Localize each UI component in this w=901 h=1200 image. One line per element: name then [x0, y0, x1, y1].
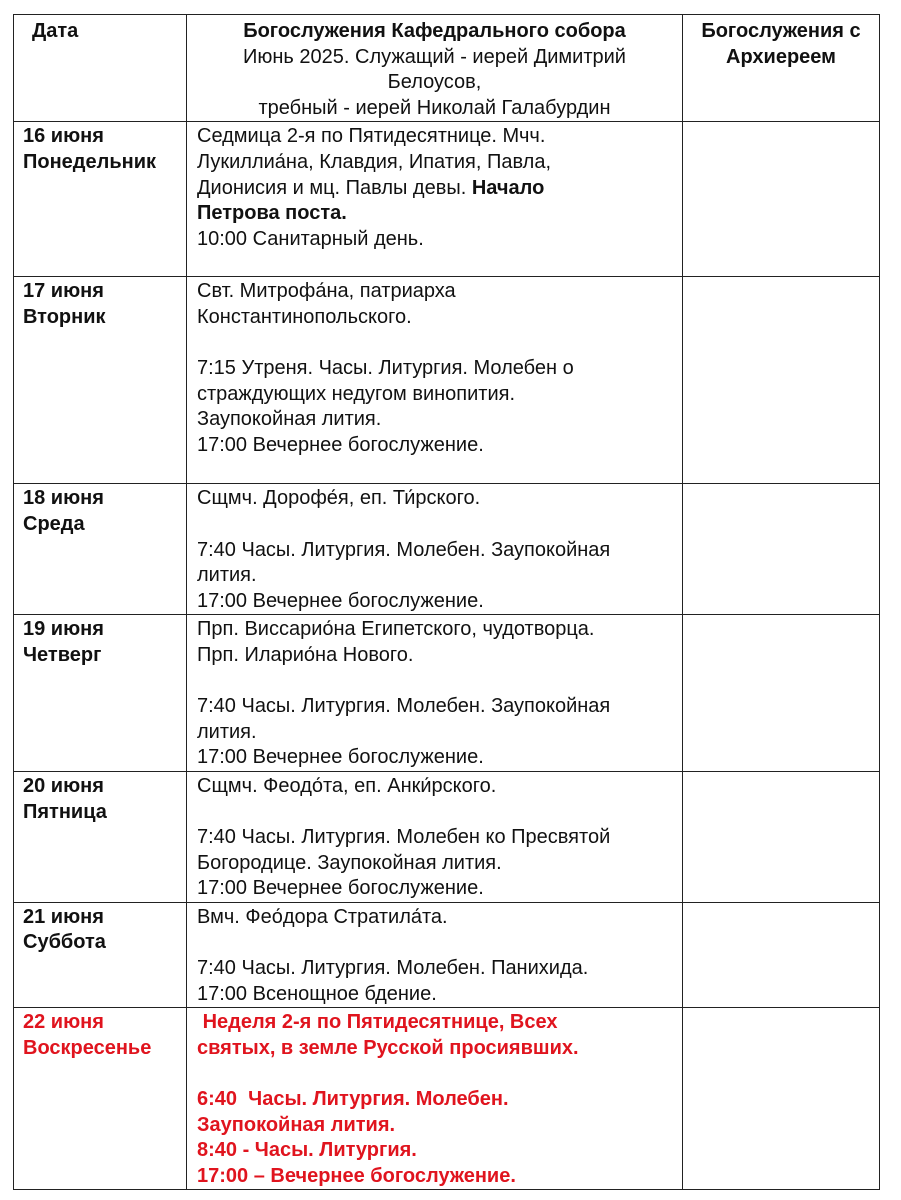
header-arch-line2: Архиереем: [726, 45, 836, 68]
service-line: 17:00 Вечернее богослужение.: [197, 877, 484, 900]
service-line: Лукиллиа́на, Клавдия, Ипатия, Павла,: [197, 150, 551, 173]
services-cell: [187, 122, 683, 277]
schedule-table: [13, 14, 880, 1190]
service-line: Седмица 2-я по Пятидесятнице. Мчч.: [197, 125, 546, 148]
date-cell: [14, 122, 187, 277]
service-line: Свт. Митрофа́на, патриарха: [197, 280, 456, 303]
weekday-label: Вторник: [23, 305, 106, 328]
header-date: [14, 15, 187, 122]
service-line: Заупокойная лития.: [197, 408, 382, 431]
date-label: 20 июня: [23, 774, 104, 797]
header-main-sub3: требный - иерей Николай Галабурдин: [258, 96, 611, 119]
service-line: 17:00 Всенощное бдение.: [197, 982, 437, 1005]
services-cell: [187, 615, 683, 772]
service-line: Сщмч. Феодо́та, еп. Анки́рского.: [197, 774, 497, 797]
service-line: [197, 512, 678, 538]
bishop-cell: [683, 902, 880, 1007]
weekday-label: Пятница: [23, 800, 107, 823]
service-line: 10:00 Санитарный день.: [197, 227, 424, 250]
header-row: [14, 15, 880, 122]
service-line: 7:40 Часы. Литургия. Молебен. Заупокойная: [197, 695, 611, 718]
date-cell: [14, 902, 187, 1007]
header-cathedral-services: [187, 15, 683, 122]
date-label: 21 июня: [23, 905, 104, 928]
service-line: Богородице. Заупокойная лития.: [197, 851, 502, 874]
service-line: Неделя 2-я по Пятидесятнице, Всех: [197, 1011, 558, 1034]
service-line: Вмч. Фео́дора Стратила́та.: [197, 905, 448, 928]
table-row-sunday: [14, 1008, 880, 1190]
fast-start-bold: Начало: [471, 176, 545, 199]
table-row: [14, 771, 880, 902]
bishop-cell: [683, 615, 880, 772]
service-line: страждующих недугом винопития.: [197, 382, 516, 405]
service-line: 8:40 - Часы. Литургия.: [197, 1139, 417, 1162]
service-line: [197, 331, 678, 357]
date-label: 18 июня: [23, 487, 104, 510]
table-row: [14, 902, 880, 1007]
header-arch-line1: Богослужения с: [701, 20, 861, 42]
weekday-label: Воскресенье: [23, 1036, 152, 1059]
service-line: лития.: [197, 564, 257, 587]
service-line: [197, 930, 678, 956]
bishop-cell: [683, 277, 880, 484]
table-row: [14, 615, 880, 772]
service-line: 7:40 Часы. Литургия. Молебен. Панихида.: [197, 957, 589, 980]
date-label: 22 июня: [23, 1011, 104, 1034]
service-line: 7:40 Часы. Литургия. Молебен ко Пресвятой: [197, 826, 611, 849]
service-line: Прп. Виссарио́на Египетского, чудотворца.: [197, 618, 595, 641]
service-line-text: Дионисия и мц. Павлы девы.: [197, 176, 472, 199]
header-date-label: Дата: [32, 20, 79, 42]
weekday-label: Суббота: [23, 931, 106, 954]
services-cell: [187, 277, 683, 484]
date-cell: [14, 1008, 187, 1190]
service-line: 17:00 Вечернее богослужение.: [197, 589, 484, 612]
header-main-title: Богослужения Кафедрального собора: [243, 20, 626, 42]
header-bishop-services: [683, 15, 880, 122]
weekday-label: Среда: [23, 512, 85, 535]
service-line: Прп. Иларио́на Нового.: [197, 643, 414, 666]
service-line: [197, 176, 678, 202]
service-line: Заупокойная лития.: [197, 1113, 396, 1136]
services-cell: [187, 1008, 683, 1190]
table-row: [14, 277, 880, 484]
service-line: 7:40 Часы. Литургия. Молебен. Заупокойная: [197, 538, 611, 561]
date-cell: [14, 277, 187, 484]
bishop-cell: [683, 1008, 880, 1190]
table-row: [14, 122, 880, 277]
date-label: 16 июня: [23, 125, 104, 148]
service-line: [197, 800, 678, 826]
date-cell: [14, 771, 187, 902]
services-cell: [187, 771, 683, 902]
weekday-label: Понедельник: [23, 150, 156, 173]
services-cell: [187, 902, 683, 1007]
services-cell: [187, 484, 683, 615]
service-line: 7:15 Утреня. Часы. Литургия. Молебен о: [197, 357, 574, 380]
header-main-sub1: Июнь 2025. Служащий - иерей Димитрий: [243, 45, 626, 68]
weekday-label: Четверг: [23, 643, 102, 666]
service-line: 17:00 Вечернее богослужение.: [197, 433, 484, 456]
bishop-cell: [683, 484, 880, 615]
service-line: 6:40 Часы. Литургия. Молебен.: [197, 1088, 509, 1111]
service-line: [197, 1061, 678, 1087]
service-line: Сщмч. Дорофе́я, еп. Ти́рского.: [197, 487, 481, 510]
service-line: Петрова поста.: [197, 202, 347, 225]
date-label: 17 июня: [23, 280, 104, 303]
bishop-cell: [683, 771, 880, 902]
date-cell: [14, 484, 187, 615]
service-line: лития.: [197, 720, 257, 743]
service-line: святых, в земле Русской просиявших.: [197, 1036, 579, 1059]
service-line: 17:00 Вечернее богослужение.: [197, 746, 484, 769]
header-main-sub2: Белоусов,: [387, 71, 482, 94]
service-line: [197, 669, 678, 695]
bishop-cell: [683, 122, 880, 277]
date-cell: [14, 615, 187, 772]
service-line: Константинопольского.: [197, 305, 412, 328]
service-line: 17:00 – Вечернее богослужение.: [197, 1164, 516, 1187]
date-label: 19 июня: [23, 618, 104, 641]
table-row: [14, 484, 880, 615]
